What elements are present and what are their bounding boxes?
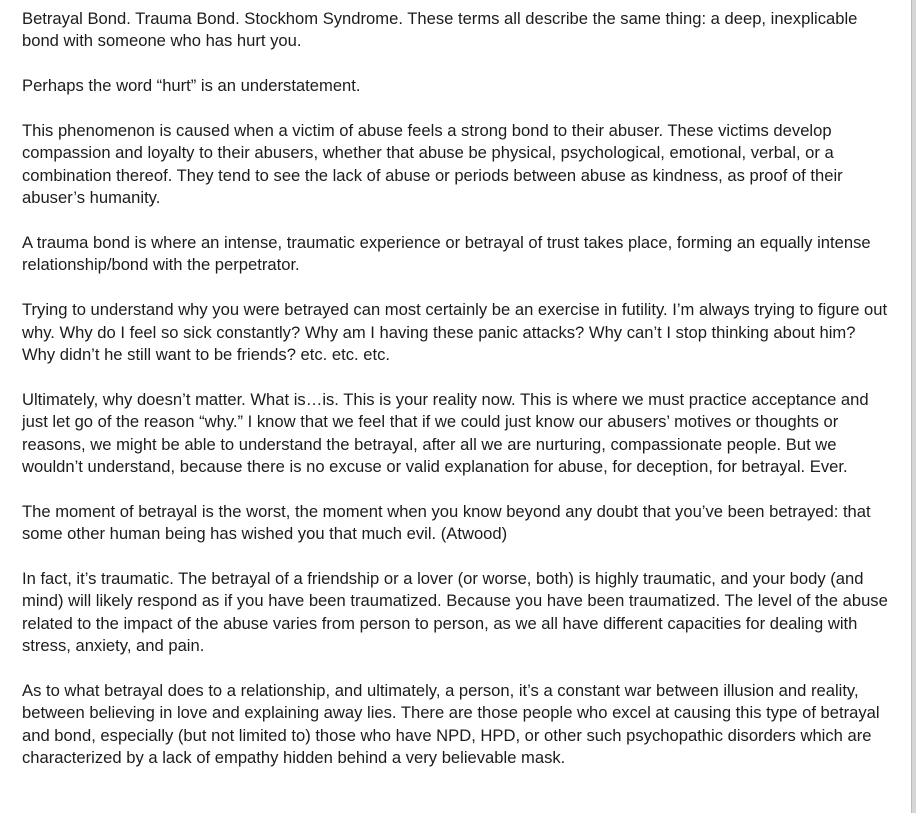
paragraph-illusion-reality: As to what betrayal does to a relationship, and ultimately, a person, it’s a constant war between illusion and reality, between believing in love and explaining away lies. There are those people who excel at causing this type of betrayal and bond, especially (but not limited to) those who have NPD, HPD, or other such psychopathic disorders which are characterized by a lack of empathy hidden behind a very believable mask. xyxy=(22,681,880,768)
paragraph-traumatic: In fact, it’s traumatic. The betrayal of a friendship or a lover (or worse, both) is highly traumatic, and your body (and mind) will likely respond as if you have been traumatized. Because you have been traumatized. The level of the abuse related to the impact of the abuse varies from person to person, as we all have different capacities for dealing with stress, anxiety, and pain. xyxy=(22,569,888,656)
paragraph-hurt: Perhaps the word “hurt” is an understatement. xyxy=(22,76,361,96)
paragraph-acceptance: Ultimately, why doesn’t matter. What is…is. This is your reality now. This is where we must practice acceptance and just let go of the reason “why.” I know that we feel that if we could just know our abusers’ motives or thoughts or reasons, we might be able to understand the betrayal, after all we are nurturing, compassionate people. But we wouldn’t understand, because there is no excuse or valid explanation for abuse, for deception, for betrayal. Ever. xyxy=(22,389,869,477)
paragraph-trauma-bond: A trauma bond is where an intense, traumatic experience or betrayal of trust takes place, forming an equally intense relationship/bond with the perpetrator. xyxy=(22,233,871,275)
article-body xyxy=(22,8,892,770)
paragraph-understanding-why: Trying to understand why you were betrayed can most certainly be an exercise in futility. I’m always trying to figure out why. Why do I feel so sick constantly? Why am I having these panic attacks? Why can’t I stop thinking about him? Why didn’t he still want to be friends? etc. etc. etc. xyxy=(22,300,888,365)
window-edge xyxy=(912,0,916,813)
paragraph-phenomenon: This phenomenon is caused when a victim of abuse feels a strong bond to their abuser. These victims develop compassion and loyalty to their abusers, whether that abuse be physical, psychological, emotional, verbal, or a combination thereof. They tend to see the lack of abuse or periods between abuse as kindness, as proof of their abuser’s humanity. xyxy=(22,121,843,208)
paragraph-intro: Betrayal Bond. Trauma Bond. Stockhom Syndrome. These terms all describe the same thing: a deep, inexplicable bond with someone who has hurt you. xyxy=(22,9,858,51)
paragraph-atwood-quote: The moment of betrayal is the worst, the moment when you know beyond any doubt that you’ve been betrayed: that some other human being has wished you that much evil. (Atwood) xyxy=(22,501,871,544)
